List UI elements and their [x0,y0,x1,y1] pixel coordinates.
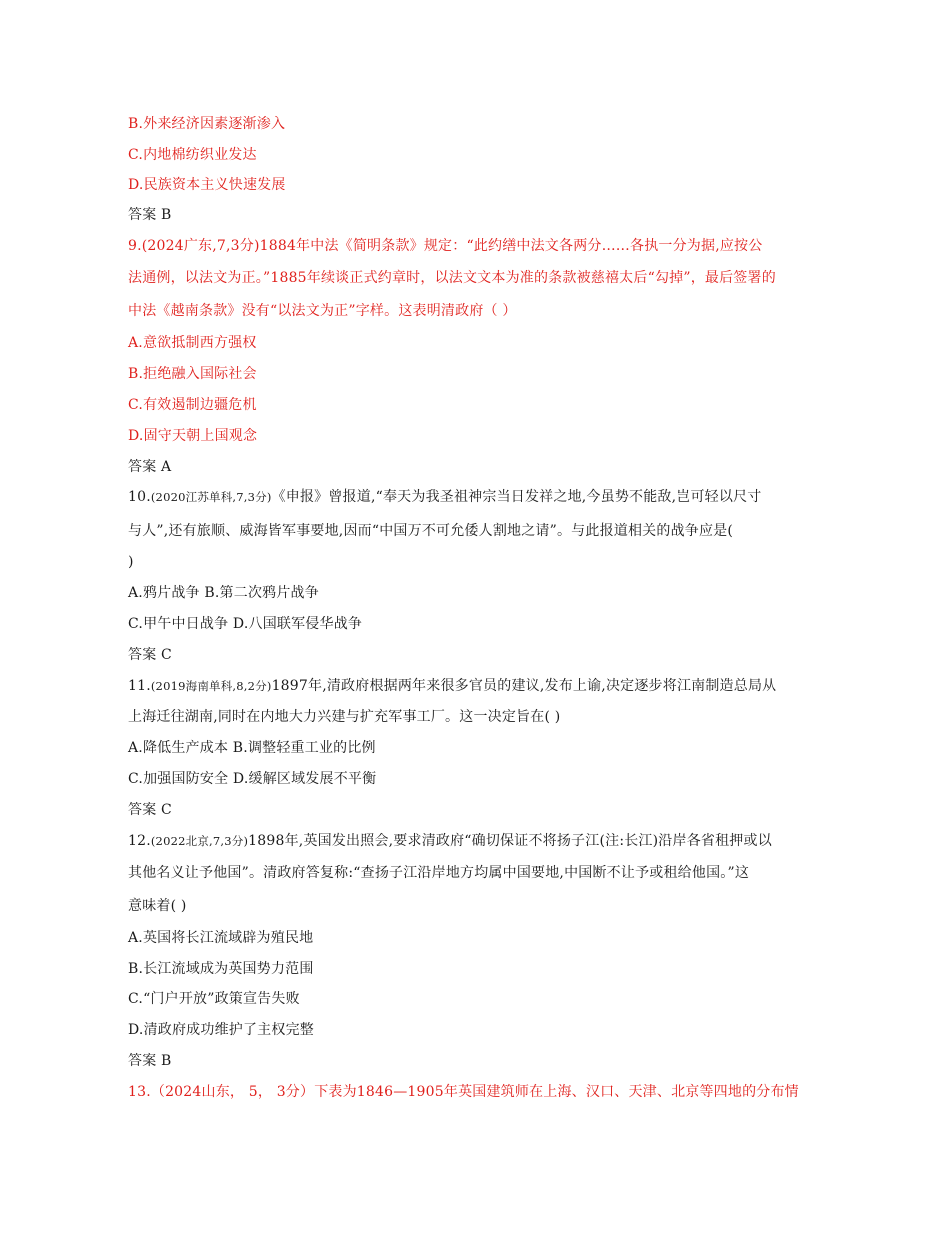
q11-answer: 答案 C [128,802,172,818]
q9-answer: 答案 A [128,459,172,475]
q11-options-ab: A.降低生产成本 B.调整轻重工业的比例 [128,740,376,756]
q12-option-d: D.清政府成功维护了主权完整 [128,1022,314,1038]
q10-number: 10. [128,489,151,505]
q10-stem-line3: ) [128,554,134,570]
q12-stem-line2: 其他名义让予他国”。清政府答复称:“查扬子江沿岸地方均属中国要地,中国断不让予或租给他国。”这 [128,865,750,881]
q10-options-ab: A.鸦片战争 B.第二次鸦片战争 [128,585,319,601]
q9-stem-line1: 9.(2024广东,7,3分)1884年中法《简明条款》规定：“此约缮中法文各两分……各执一分为据,应按公 [128,238,763,254]
q9-option-a: A.意欲抵制西方强权 [128,335,257,351]
q11-stem-line1 [128,676,828,696]
q10-source: (2020江苏单科,7,3分) [150,490,272,504]
q12-stem-line1 [128,831,828,851]
q12-option-c: C.“门户开放”政策宣告失败 [128,991,300,1007]
q10-stem-text: 《申报》曾报道,“奉天为我圣祖神宗当日发祥之地,今虽势不能敌,岂可轻以尺寸 [271,489,762,505]
q12-answer: 答案 B [128,1053,172,1069]
q10-stem-line1 [128,487,828,507]
q8-option-d: D.民族资本主义快速发展 [128,177,286,193]
q9-stem-line3: 中法《越南条款》没有“以法文为正”字样。这表明清政府（ ） [128,303,517,319]
q8-option-b: B.外来经济因素逐渐渗入 [128,116,286,132]
q10-options-cd: C.甲午中日战争 D.八国联军侵华战争 [128,616,363,632]
q12-stem-text: 1898年,英国发出照会,要求清政府“确切保证不将扬子江(注:长江)沿岸各省租押或以 [248,833,772,849]
q12-source: (2022北京,7,3分) [150,834,249,848]
q8-answer: 答案 B [128,207,172,223]
q11-number: 11. [128,678,151,694]
q11-stem-line2: 上海迁往湖南,同时在内地大力兴建与扩充军事工厂。这一决定旨在( ) [128,709,561,725]
q10-answer: 答案 C [128,647,172,663]
q12-number: 12. [128,833,151,849]
q9-option-b: B.拒绝融入国际社会 [128,366,257,382]
q9-option-d: D.固守天朝上国观念 [128,428,258,444]
q12-stem-line3: 意味着( ) [128,898,187,914]
q11-options-cd: C.加强国防安全 D.缓解区域发展不平衡 [128,771,377,787]
q11-stem-text: 1897年,清政府根据两年来很多官员的建议,发布上谕,决定逐步将江南制造总局从 [271,678,777,694]
q9-stem-line2: 法通例，以法文为正。”1885年续谈正式约章时，以法文文本为准的条款被慈禧太后“勾掉”，最后签署的 [128,270,776,286]
q8-option-c: C.内地棉纺织业发达 [128,147,257,163]
q12-option-a: A.英国将长江流域辟为殖民地 [128,930,314,946]
q9-option-c: C.有效遏制边疆危机 [128,397,257,413]
q12-option-b: B.长江流域成为英国势力范围 [128,961,314,977]
q10-stem-line2: 与人”,还有旅顺、威海皆军事要地,因而“中国万不可允倭人割地之请”。与此报道相关的战争应是( [128,523,734,539]
q11-source: (2019海南单科,8,2分) [150,679,272,693]
q13-stem-line1: 13.（2024山东， 5， 3分）下表为1846—1905年英国建筑师在上海、汉口、天津、北京等四地的分布情 [128,1084,799,1100]
